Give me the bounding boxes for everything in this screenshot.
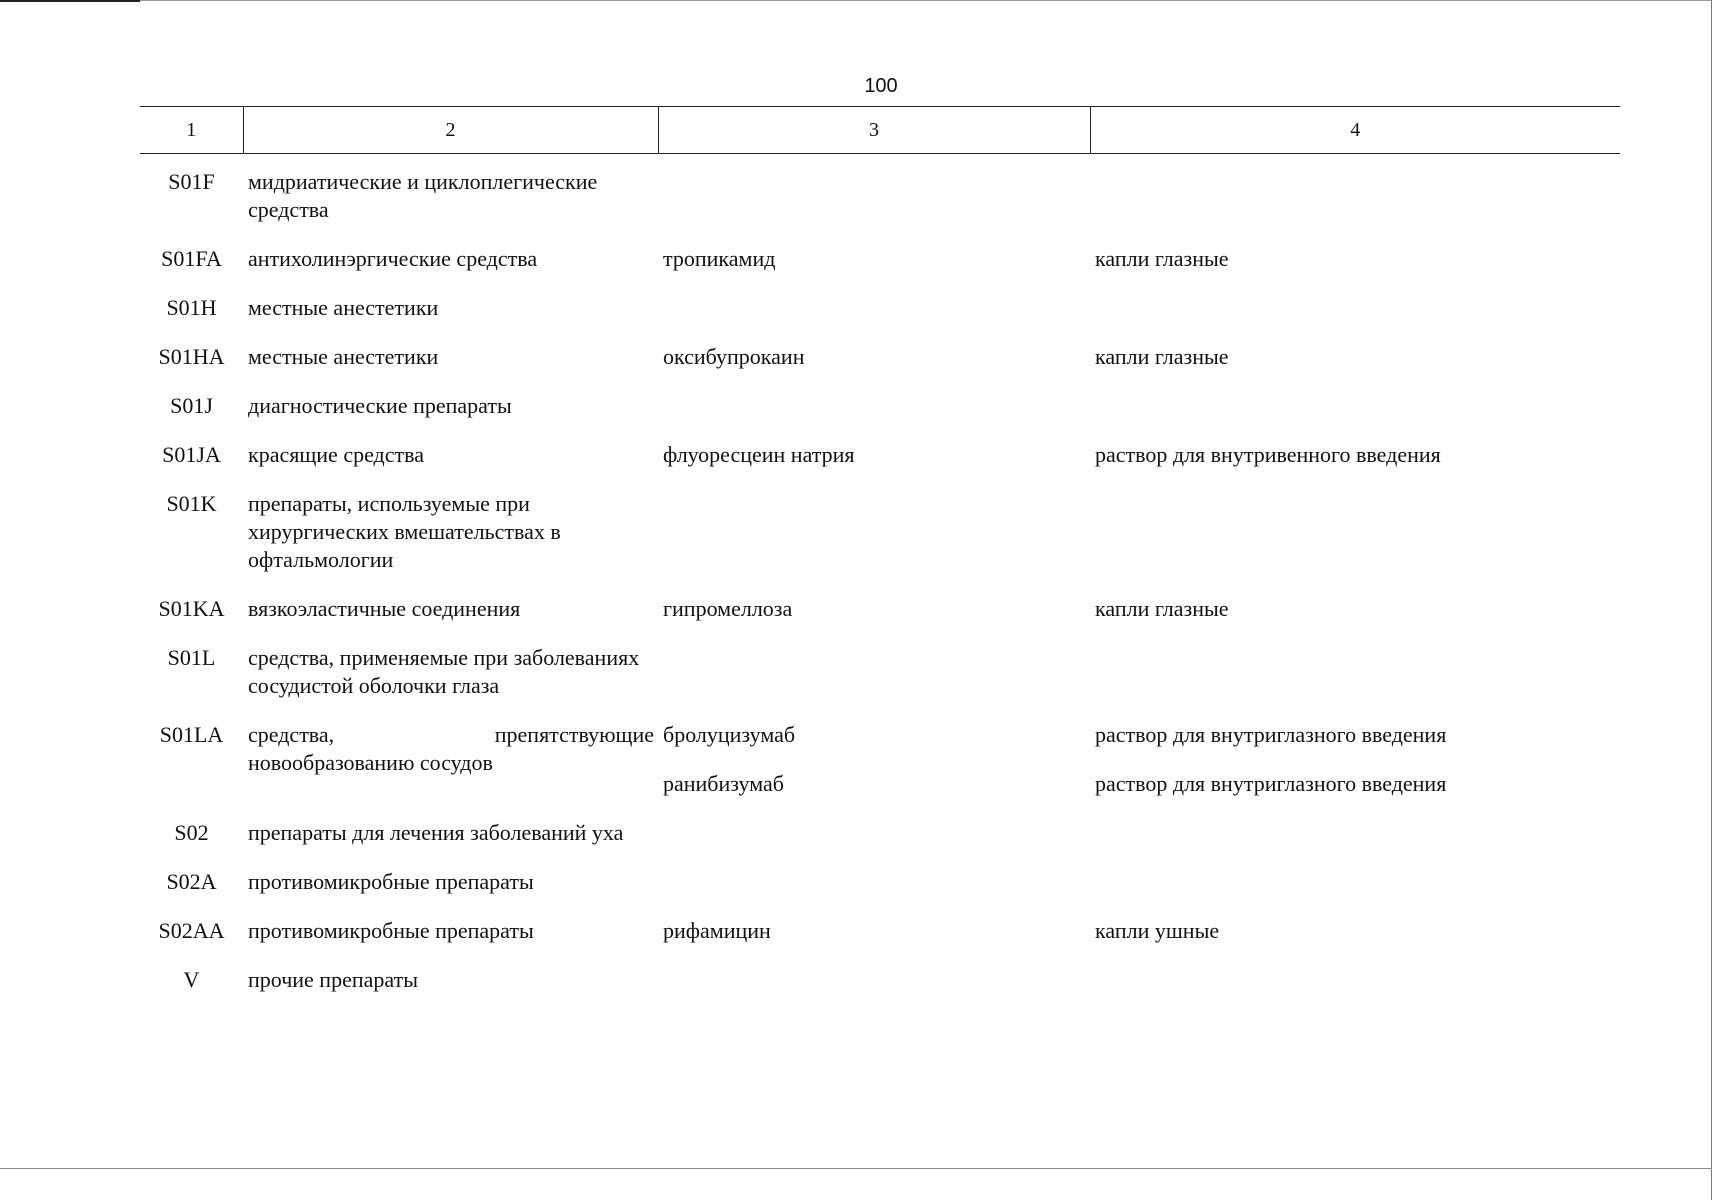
- dosage-form: раствор для внутриглазного введения: [1095, 722, 1447, 747]
- dosage-form: капли глазные: [1095, 596, 1229, 621]
- atc-code: V: [183, 967, 200, 992]
- table-row: [140, 868, 1620, 917]
- atc-code: S01L: [167, 645, 216, 670]
- atc-code: S01FA: [161, 246, 222, 271]
- drug-name: оксибупрокаин: [663, 344, 805, 369]
- group-name: препараты, используемые при хирургических вмешательствах в офтальмологии: [248, 491, 561, 572]
- group-name: средства, препятствующие новообразованию сосудов: [248, 722, 654, 775]
- drug-name: [658, 294, 1090, 343]
- table-row: [140, 294, 1620, 343]
- drug-name: [658, 644, 1090, 721]
- drug-name: флуоресцеин натрия: [663, 442, 855, 467]
- group-name: диагностические препараты: [248, 393, 512, 418]
- drug-name: ранибизумаб: [663, 771, 784, 796]
- group-name: местные анестетики: [248, 295, 439, 320]
- atc-code: S01JA: [162, 442, 221, 467]
- group-name: вязкоэластичные соединения: [248, 596, 521, 621]
- atc-code: S02A: [166, 869, 217, 894]
- dosage-form: раствор для внутривенного введения: [1095, 442, 1441, 467]
- drug-name: тропикамид: [663, 246, 776, 271]
- atc-code: S02: [174, 820, 209, 845]
- table-row: [140, 819, 1620, 868]
- drug-name: [658, 868, 1090, 917]
- table-row: [140, 490, 1620, 595]
- table-row: [140, 245, 1620, 294]
- table-header: [140, 107, 1620, 154]
- drug-table-container: [140, 106, 1620, 1015]
- atc-code: S01J: [170, 393, 213, 418]
- drug-table: [140, 106, 1620, 1015]
- table-row: [140, 917, 1620, 966]
- header-col-3: 3: [658, 107, 1090, 154]
- group-name: красящие средства: [248, 442, 424, 467]
- group-name: местные анестетики: [248, 344, 439, 369]
- atc-code: S01LA: [159, 722, 224, 747]
- scan-top-edge-mark: [0, 0, 140, 2]
- drug-name: [658, 154, 1090, 246]
- drug-name: [658, 966, 1090, 1015]
- drug-name: бролуцизумаб: [663, 722, 796, 747]
- dosage-form: [1090, 154, 1620, 246]
- header-col-2: 2: [243, 107, 658, 154]
- drug-name: гипромеллоза: [663, 596, 793, 621]
- dosage-form: [1090, 490, 1620, 595]
- group-name: антихолинэргические средства: [248, 246, 538, 271]
- atc-code: S01H: [166, 295, 217, 320]
- table-row: [140, 644, 1620, 721]
- drug-name: [658, 490, 1090, 595]
- scan-bottom-edge: [0, 1168, 1712, 1169]
- group-name: мидриатические и циклоплегические средства: [248, 169, 598, 222]
- group-name: препараты для лечения заболеваний уха: [248, 820, 624, 845]
- group-name: противомикробные препараты: [248, 918, 534, 943]
- table-row: [140, 392, 1620, 441]
- dosage-form: [1090, 392, 1620, 441]
- atc-code: S01F: [168, 169, 215, 194]
- atc-code: S01K: [166, 491, 217, 516]
- table-row: [140, 343, 1620, 392]
- atc-code: S01KA: [158, 596, 225, 621]
- dosage-form: капли ушные: [1095, 918, 1220, 943]
- group-name: средства, применяемые при заболеваниях сосудистой оболочки глаза: [248, 645, 640, 698]
- dosage-form: [1090, 819, 1620, 868]
- table-row: [140, 966, 1620, 1015]
- table-body: [140, 154, 1620, 1016]
- scan-top-edge: [0, 0, 1712, 1]
- dosage-form: капли глазные: [1095, 246, 1229, 271]
- dosage-form: [1090, 644, 1620, 721]
- group-name: прочие препараты: [248, 967, 418, 992]
- table-row: [140, 154, 1620, 246]
- drug-name: рифамицин: [663, 918, 771, 943]
- dosage-form: [1090, 868, 1620, 917]
- drug-name: [658, 819, 1090, 868]
- page-number: 100: [864, 75, 898, 97]
- header-row: [140, 107, 1620, 154]
- dosage-form: капли глазные: [1095, 344, 1229, 369]
- dosage-form: [1090, 294, 1620, 343]
- atc-code: S02AA: [158, 918, 225, 943]
- table-row: [140, 595, 1620, 644]
- table-row: [140, 721, 1620, 770]
- drug-name: [658, 392, 1090, 441]
- group-name: противомикробные препараты: [248, 869, 534, 894]
- table-row: [140, 441, 1620, 490]
- header-col-4: 4: [1090, 107, 1620, 154]
- dosage-form: раствор для внутриглазного введения: [1095, 771, 1447, 796]
- atc-code: S01HA: [158, 344, 225, 369]
- dosage-form: [1090, 966, 1620, 1015]
- header-col-1: 1: [140, 107, 243, 154]
